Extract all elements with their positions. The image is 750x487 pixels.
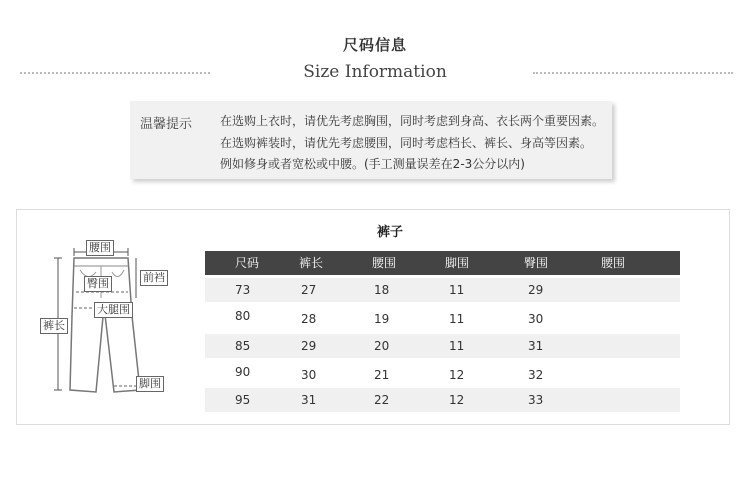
table-cell: 73: [235, 283, 251, 297]
table-cell: 29: [301, 339, 317, 353]
column-header: 腰围: [372, 256, 397, 270]
pants-diagram: [36, 236, 196, 406]
table-cell: 18: [374, 283, 390, 297]
tips-line: 在选购裤装时，请优先考虑腰围，同时考虑档长、裤长、身高等因素。: [220, 136, 593, 150]
column-header: 臀围: [524, 256, 549, 270]
table-cell: 85: [235, 339, 251, 353]
diagram-label-length: 裤长: [40, 318, 68, 334]
tips-label: 温馨提示: [140, 117, 193, 132]
table-cell: 11: [449, 312, 465, 326]
table-cell: 29: [528, 283, 544, 297]
diagram-label-thigh: 大腿围: [94, 302, 133, 318]
table-cell: 80: [235, 309, 251, 323]
table-cell: 11: [449, 339, 465, 353]
table-cell: 31: [301, 393, 317, 407]
table-cell: 31: [528, 339, 544, 353]
table-cell: 20: [374, 339, 390, 353]
tips-line: 例如修身或者宽松或中腰。(手工测量误差在2-3公分以内): [220, 157, 525, 171]
column-header: 尺码: [235, 256, 260, 270]
table-cell: 30: [528, 312, 544, 326]
table-cell: 28: [301, 312, 317, 326]
diagram-label-hip: 臀围: [84, 276, 112, 292]
table-row: [205, 334, 680, 358]
table-row: [205, 307, 680, 331]
table-cell: 11: [449, 283, 465, 297]
table-cell: 19: [374, 312, 390, 326]
table-cell: 12: [449, 368, 465, 382]
page-subtitle: Size Information: [303, 62, 447, 82]
table-cell: 95: [235, 393, 251, 407]
column-header: 脚围: [445, 256, 470, 270]
table-row: [205, 278, 680, 302]
diagram-label-front-rise: 前裆: [140, 270, 168, 286]
tips-line: 在选购上衣时，请优先考虑胸围，同时考虑到身高、衣长两个重要因素。: [220, 114, 605, 128]
tips-box: [130, 101, 612, 179]
column-header: 裤长: [299, 256, 324, 270]
table-cell: 90: [235, 365, 251, 379]
table-header: [205, 251, 680, 275]
page-title: 尺码信息: [342, 36, 407, 54]
table-row: [205, 363, 680, 387]
table-title: 裤子: [377, 225, 404, 240]
table-row: [205, 388, 680, 412]
table-cell: 27: [301, 283, 317, 297]
table-cell: 30: [301, 368, 317, 382]
table-cell: 22: [374, 393, 390, 407]
diagram-label-waist: 腰围: [86, 240, 114, 256]
table-cell: 33: [528, 393, 544, 407]
table-cell: 21: [374, 368, 390, 382]
column-header: 腰围: [601, 256, 626, 270]
table-cell: 12: [449, 393, 465, 407]
diagram-label-hem: 脚围: [136, 376, 164, 392]
table-cell: 32: [528, 368, 544, 382]
